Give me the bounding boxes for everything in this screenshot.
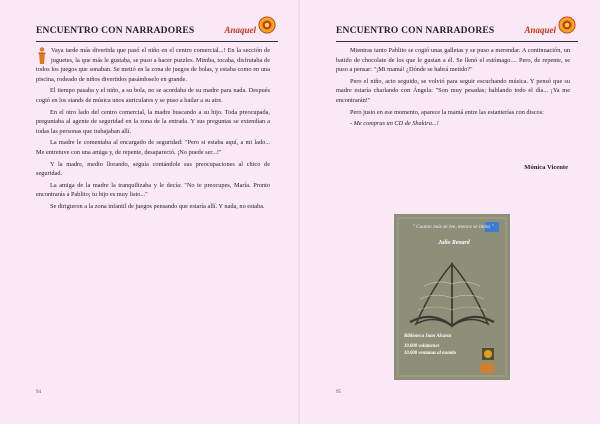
page-number: 94 (36, 390, 41, 395)
paragraph: Pero el niño, acto seguido, se volvió para seguir escuchando música. Y pensó que su madre estaría charlando con Ángela: "Son muy pesadas; hablando todo el día... ¡Ya me encontrarán!" (336, 77, 570, 104)
paragraph: La madre le comentaba al encargado de seguridad: "Pero si estaba aquí, a mi lado... Me entretuve con una amiga y, de repente, desapareció. ¡No puede ser...!" (36, 139, 270, 156)
cover-line-volumes: 10.000 volúmenes (404, 344, 440, 349)
paragraph (36, 46, 270, 84)
cover-quote: " Cuanto más se lee, menos se imita " (412, 224, 494, 230)
right-header (336, 22, 570, 42)
paragraph: Y la madre, medio llorando, seguía contándole sus preocupaciones al chico de seguridad. (36, 160, 270, 178)
cover-author: Julio Renard (438, 240, 470, 246)
author-signature: Mónica Vicente (524, 164, 568, 171)
header-rule (36, 41, 278, 42)
sun-logo-icon (558, 16, 576, 34)
left-header (36, 22, 270, 42)
story-text-right (336, 46, 570, 131)
paragraph: La amiga de la madre la tranquilizaba y le decía: "No te preocupes, María. Pronto encontrarás a Pablito; tu hijo es muy listo..." (36, 181, 270, 199)
drop-cap-icon (36, 47, 48, 65)
header-rule (336, 41, 578, 42)
section-title: ENCUENTRO CON NARRADORES (336, 26, 495, 36)
paragraph: Mientras tanto Pablito se cogió unas galletas y se puso a merendar. A continuación, un batido de chocolate de los que le gustan a él. Se llenó el estómago.... Pero, de repente, se puso a pensar: "¡Mi mamá! ¿Dónde se habrá metido?" (336, 47, 570, 74)
story-text-left (36, 46, 270, 214)
brand-name: Anaquel (224, 25, 256, 35)
paragraph: Pero justo en ese momento, aparece la mamá entre las estanterías con discos: (350, 108, 544, 116)
paragraph-text: Vaya tarde más divertida que pasó el niño en el centro comercial...! En la sección de juguetes, la que más le gustaba, se puso a hacer puzzles. Mimba, tocaba, disfrutaba de todos los juegos que sonaban. Se metió en la zona de juegos de bolas, y estaba como en una piscina, rodeado de niños divertidos pasándoselo en grande. (36, 47, 270, 83)
paragraph: En el otro lado del centro comercial, la madre buscando a su hijo. Toda preocupada, preguntaba al agente de seguridad en la zona de la entrada. Y sus preguntas se extendían a todas las personas que trabajaban allí. (36, 108, 270, 135)
paragraph: Se dirigieron a la zona infantil de juegos pensando que estaría allí. Y nada, no estaba. (50, 202, 265, 210)
library-name: Biblioteca Juan Alcaraz (404, 334, 452, 339)
paragraph: - Me compras un CD de Shakira...! (350, 120, 439, 128)
section-title: ENCUENTRO CON NARRADORES (36, 26, 195, 36)
cover-line-windows: 10.000 ventanas al mundo (404, 351, 456, 356)
page-number: 95 (336, 390, 341, 395)
brand-name: Anaquel (524, 25, 556, 35)
sun-logo-icon (258, 16, 276, 34)
paragraph: El tiempo pasaba y el niño, a su bola, no se acordaba de su madre para nada. Después cogió en los stands de música unos auriculares y se puso a bailar a su aire. (36, 87, 270, 104)
book-cover-image (394, 214, 510, 380)
